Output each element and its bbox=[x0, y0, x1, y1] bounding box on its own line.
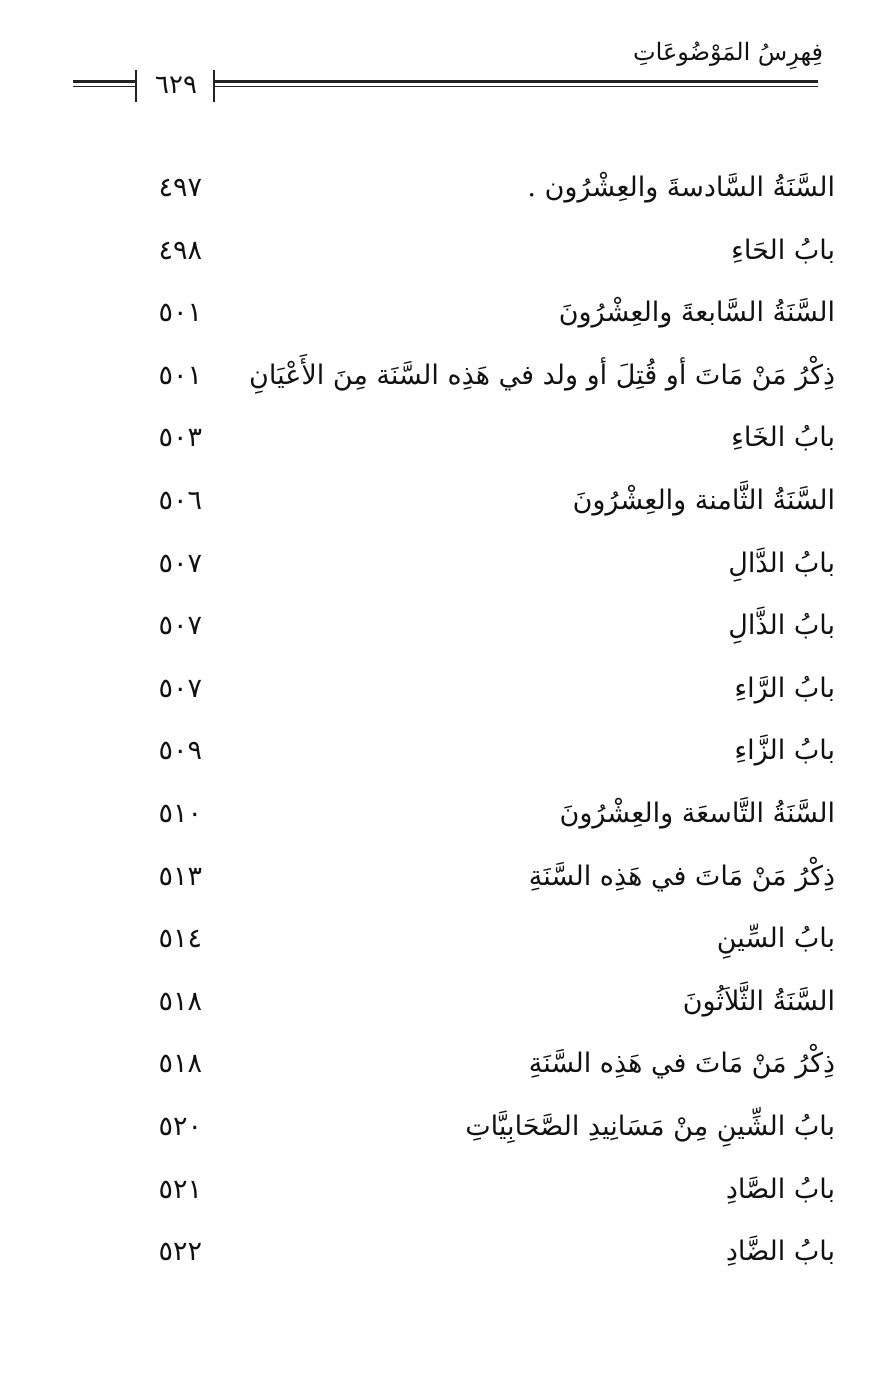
toc-entry-title: بابُ الدَّالِ bbox=[728, 547, 835, 579]
toc-entry bbox=[0, 1232, 885, 1272]
toc-entry-title: السَّنَةُ السَّابعةَ والعِشْرُونَ bbox=[558, 297, 835, 329]
folio-bracket-left bbox=[135, 70, 137, 102]
toc-entry-page: ٤٩٨ bbox=[158, 234, 202, 266]
toc-entry bbox=[0, 1107, 885, 1147]
toc-entry bbox=[0, 293, 885, 333]
header-rule-thick-line bbox=[214, 80, 818, 83]
toc-entry-title: السَّنَةُ التَّاسعَة والعِشْرُونَ bbox=[559, 798, 835, 829]
toc-entry-page: ٥٠٧ bbox=[158, 547, 202, 579]
toc-entry-page: ٥٠١ bbox=[158, 359, 202, 391]
toc-entry-title: بابُ السِّينِ bbox=[716, 923, 835, 955]
toc-entry bbox=[0, 731, 885, 771]
toc-entry bbox=[0, 1044, 885, 1084]
toc-entry-title: بابُ الذَّالِ bbox=[728, 610, 835, 642]
toc-entry bbox=[0, 356, 885, 396]
toc-entry-title: السَّنَةُ الثَّامنة والعِشْرُونَ bbox=[572, 485, 835, 516]
toc-entry-title: بابُ الصَّادِ bbox=[725, 1173, 835, 1205]
toc-entry-page: ٥٠١ bbox=[158, 297, 202, 329]
toc-entry-page: ٥٠٧ bbox=[158, 672, 202, 704]
header-rule-short bbox=[73, 72, 135, 94]
toc-entry-title: بابُ الرَّاءِ bbox=[734, 672, 835, 704]
toc-entry bbox=[0, 418, 885, 458]
toc-entry bbox=[0, 606, 885, 646]
toc-entry-title: ذِكْرُ مَنْ مَاتَ أو قُتِلَ أو ولد في هَذِه السَّنَة مِنَ الأَعْيَانِ bbox=[249, 359, 835, 391]
toc-entry bbox=[0, 1170, 885, 1210]
toc-entry bbox=[0, 669, 885, 709]
toc-entry-title: بابُ الشِّينِ مِنْ مَسَانِيدِ الصَّحَابِيَّاتِ bbox=[465, 1111, 835, 1142]
toc-entry-title: السَّنَةُ الثَّلاَثُونَ bbox=[682, 985, 835, 1017]
toc-entry bbox=[0, 857, 885, 897]
header-rule-short-thick-line bbox=[73, 80, 135, 83]
toc-entry bbox=[0, 919, 885, 959]
toc-entry-page: ٤٩٧ bbox=[158, 172, 202, 203]
toc-entry-title: بابُ الزَّاءِ bbox=[734, 735, 835, 767]
toc-entry-page: ٥١٠ bbox=[158, 798, 202, 829]
toc-entry-page: ٥١٣ bbox=[158, 860, 202, 892]
header-rule bbox=[214, 72, 818, 94]
toc-entry-title: بابُ الحَاءِ bbox=[731, 234, 835, 266]
toc-entry-page: ٥٠٩ bbox=[158, 735, 202, 767]
toc-entry-page: ٥٠٦ bbox=[158, 485, 202, 516]
toc-entry bbox=[0, 231, 885, 271]
toc-entry-title: ذِكْرُ مَنْ مَاتَ في هَذِه السَّنَةِ bbox=[528, 1048, 835, 1080]
toc-entry-page: ٥٢٢ bbox=[158, 1236, 202, 1268]
toc-entry bbox=[0, 544, 885, 584]
toc-entry bbox=[0, 168, 885, 208]
header-rule-short-thin-line bbox=[73, 86, 135, 87]
toc-entry-page: ٥٢٠ bbox=[158, 1111, 202, 1142]
toc-entry-page: ٥٠٣ bbox=[158, 422, 202, 454]
page-number: ٦٢٩ bbox=[155, 70, 197, 100]
toc-entry-title: السَّنَةُ السَّادسةَ والعِشْرُون . bbox=[527, 172, 835, 203]
toc-entry-page: ٥١٨ bbox=[158, 1048, 202, 1080]
toc-entry-title: ذِكْرُ مَنْ مَاتَ في هَذِه السَّنَةِ bbox=[528, 860, 835, 892]
running-head: فِهرِسُ المَوْضُوعَاتِ bbox=[633, 38, 823, 66]
folio-bracket-right bbox=[213, 70, 215, 102]
toc-entry-page: ٥٢١ bbox=[158, 1173, 202, 1205]
toc-entry bbox=[0, 481, 885, 521]
toc-entry bbox=[0, 794, 885, 834]
toc-entry-page: ٥١٨ bbox=[158, 985, 202, 1017]
toc-entry-title: بابُ الضَّادِ bbox=[725, 1236, 835, 1268]
header-rule-thin-line bbox=[214, 86, 818, 87]
toc-entry-page: ٥١٤ bbox=[158, 923, 202, 955]
toc-entry-page: ٥٠٧ bbox=[158, 610, 202, 642]
toc-entry bbox=[0, 982, 885, 1022]
toc-entry-title: بابُ الخَاءِ bbox=[731, 422, 835, 454]
